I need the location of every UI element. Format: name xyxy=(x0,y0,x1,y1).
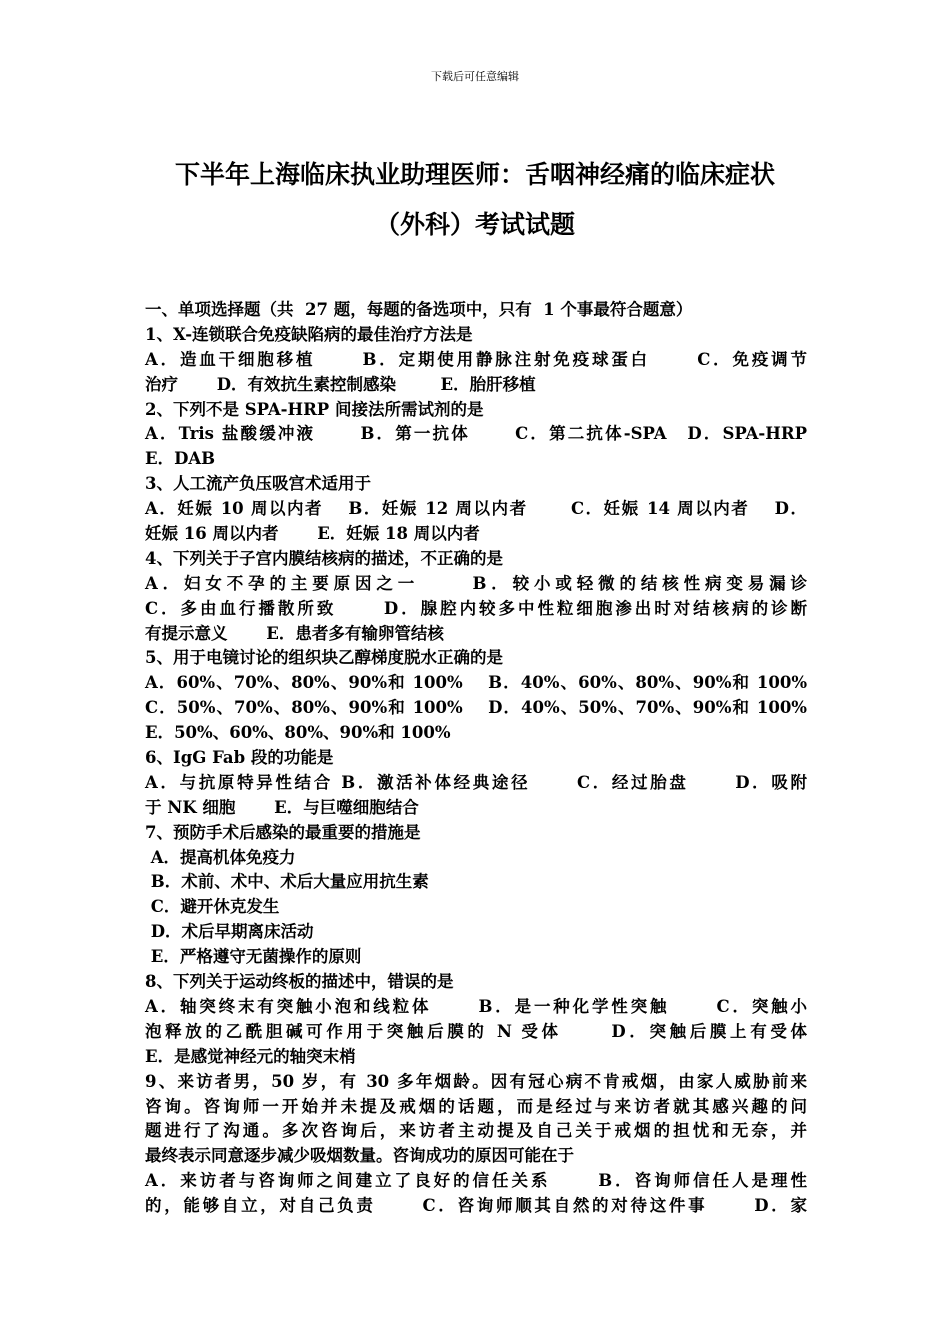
text-line: B．术前、术中、术后大量应用抗生素 xyxy=(145,872,429,892)
text-line: E．DAB xyxy=(145,449,216,469)
text-line: 治疗 D．有效抗生素控制感染 E．胎肝移植 xyxy=(145,374,536,394)
text-line: 咨询。咨询师一开始并未提及戒烟的话题，而是经过与来访者就其感兴趣的问 xyxy=(145,1096,807,1116)
text-line: C．避开休克发生 xyxy=(145,897,280,917)
text-line: 8、下列关于运动终板的描述中，错误的是 xyxy=(145,972,454,992)
text-line: 2、下列不是 SPA-HRP 间接法所需试剂的是 xyxy=(145,399,484,419)
text-line: 4、下列关于子宫内膜结核病的描述，不正确的是 xyxy=(145,548,503,568)
text-line: A．轴突终末有突触小泡和线粒体 B．是一种化学性突触 C．突触小 xyxy=(145,996,807,1016)
text-line: 9、来访者男，50 岁，有 30 多年烟龄。因有冠心病不肯戒烟，由家人威胁前来 xyxy=(145,1071,807,1091)
page-header: 下载后可任意编辑 xyxy=(431,70,519,83)
text-line: 3、人工流产负压吸宫术适用于 xyxy=(145,474,371,494)
document-title-line-1: 下半年上海临床执业助理医师：舌咽神经痛的临床症状 xyxy=(174,160,775,189)
text-line: 1、X-连锁联合免疫缺陷病的最佳治疗方法是 xyxy=(145,324,473,344)
text-line: 一、单项选择题（共 27 题，每题的备选项中，只有 1 个事最符合题意） xyxy=(145,300,693,319)
text-line: 6、IgG Fab 段的功能是 xyxy=(145,748,334,768)
text-line: 妊娠 16 周以内者 E．妊娠 18 周以内者 xyxy=(145,524,480,544)
text-line: 的，能够自立，对自己负责 C．咨询师顺其自然的对待这件事 D．家 xyxy=(145,1196,807,1216)
text-line: 于 NK 细胞 E．与巨噬细胞结合 xyxy=(145,797,419,817)
text-line: 最终表示同意逐步减少吸烟数量。咨询成功的原因可能在于 xyxy=(145,1146,574,1166)
text-line: A．与抗原特异性结合 B．激活补体经典途径 C．经过胎盘 D．吸附 xyxy=(145,772,807,792)
text-line: 题进行了沟通。多次咨询后，来访者主动提及自己关于戒烟的担忧和无奈，并 xyxy=(145,1121,807,1141)
text-line: 5、用于电镜讨论的组织块乙醇梯度脱水正确的是 xyxy=(145,648,503,668)
text-line: A．Tris 盐酸缓冲液 B．第一抗体 C．第二抗体-SPA D．SPA-HRP xyxy=(145,424,807,444)
text-line: A．60%、70%、80%、90%和 100% B．40%、60%、80%、90%和 100% xyxy=(145,673,807,693)
text-line: C．多由血行播散所致 D．腺腔内较多中性粒细胞渗出时对结核病的诊断 xyxy=(145,598,807,618)
text-line: 7、预防手术后感染的最重要的措施是 xyxy=(145,822,421,842)
text-line: 泡释放的乙酰胆碱可作用于突触后膜的 N 受体 D．突触后膜上有受体 xyxy=(145,1021,807,1041)
text-line: A．提高机体免疫力 xyxy=(145,847,296,867)
text-line: 有提示意义 E．患者多有输卵管结核 xyxy=(145,623,444,643)
document-title-line-2: （外科）考试试题 xyxy=(374,210,575,239)
question-body xyxy=(145,298,807,1219)
text-line: E．50%、60%、80%、90%和 100% xyxy=(145,723,451,743)
text-line: D．术后早期离床活动 xyxy=(145,922,314,942)
text-line: C．50%、70%、80%、90%和 100% D．40%、50%、70%、90%和 100% xyxy=(145,698,807,718)
text-line: E．严格遵守无菌操作的原则 xyxy=(145,947,362,967)
text-line: A．来访者与咨询师之间建立了良好的信任关系 B．咨询师信任人是理性 xyxy=(145,1171,807,1191)
text-line: A．妊娠 10 周以内者 B．妊娠 12 周以内者 C．妊娠 14 周以内者 D． xyxy=(145,499,807,519)
text-line: A．造血干细胞移植 B．定期使用静脉注射免疫球蛋白 C．免疫调节 xyxy=(145,349,807,369)
text-line: E．是感觉神经元的轴突末梢 xyxy=(145,1046,356,1066)
text-line: A．妇女不孕的主要原因之一 B．较小或轻微的结核性病变易漏诊 xyxy=(145,573,807,593)
